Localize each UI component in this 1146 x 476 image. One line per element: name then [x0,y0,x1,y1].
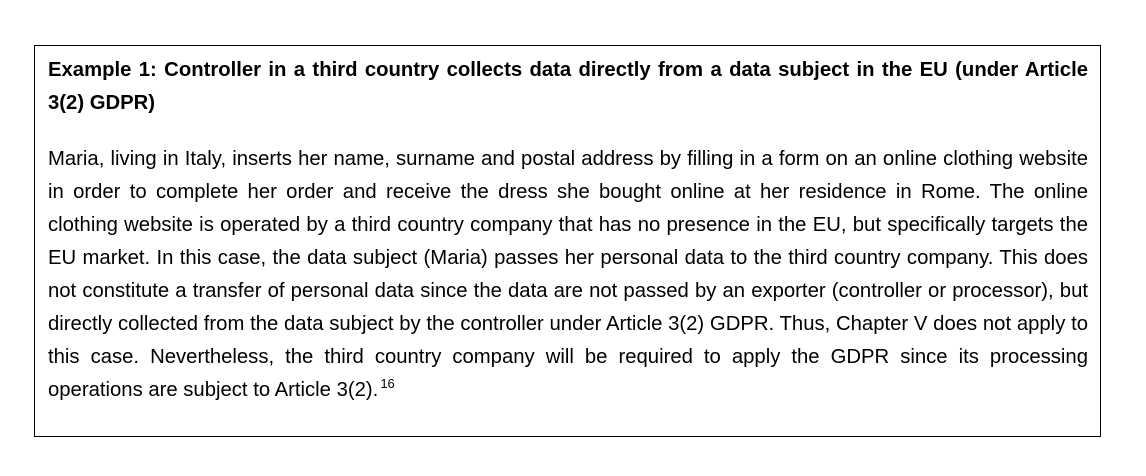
example-body-text: Maria, living in Italy, inserts her name, surname and postal address by filling in a form on an online clothing website in order to complete her order and receive the dress she bought online at her residence in Rome. The online clothing website is operated by a third country company that has no presence in the EU, but specifically targets the EU market. In this case, the data subject (Maria) passes her personal data to the third country company. This does not constitute a transfer of personal data since the data are not passed by an exporter (controller or processor), but directly collected from the data subject by the controller under Article 3(2) GDPR. Thus, Chapter V does not apply to this case. Nevertheless, the third country company will be required to apply the GDPR since its processing operations are subject to Article 3(2). [48,148,1088,401]
footnote-reference[interactable]: 16 [380,376,395,392]
example-body [48,143,1088,407]
example-box [34,45,1101,437]
example-title: Example 1: Controller in a third country collects data directly from a data subject in the EU (under Article 3(2) GDPR) [48,59,1088,114]
